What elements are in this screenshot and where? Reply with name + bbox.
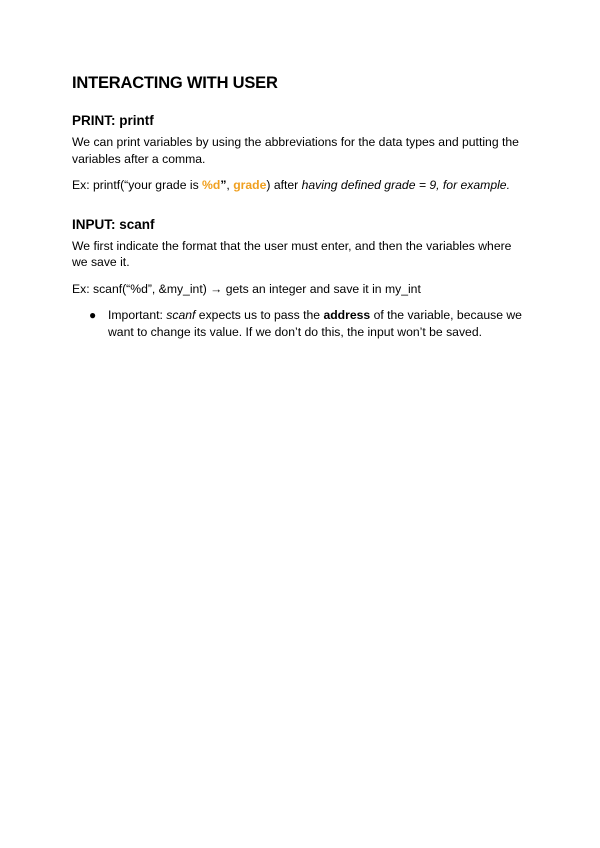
- bullet-italic: scanf: [166, 308, 196, 322]
- document-title: INTERACTING WITH USER: [72, 74, 278, 92]
- variable-name: grade: [233, 178, 267, 192]
- input-heading: INPUT: scanf: [72, 216, 155, 232]
- format-specifier: %d: [202, 178, 221, 192]
- bullet-dot-icon: ●: [89, 308, 97, 322]
- bullet-label: Important:: [108, 308, 167, 322]
- print-example: [72, 177, 530, 194]
- input-description: We first indicate the format that the user must enter, and then the variables where we save it.: [72, 238, 512, 269]
- print-example-quote: ”: [220, 178, 227, 192]
- print-section: [72, 112, 530, 194]
- bullet-bold: address: [323, 308, 371, 322]
- print-example-note: having defined grade = 9, for example.: [301, 178, 510, 192]
- input-section: [72, 216, 530, 341]
- input-example: Ex: scanf(“%d”, &my_int) → gets an integer and save it in my_int: [72, 281, 421, 296]
- bullet-text-after: of the variable, because we want to change its value. If we don’t do this, the input won’t be saved.: [108, 308, 522, 339]
- document-page: [72, 72, 530, 340]
- print-example-close: ) after: [266, 178, 302, 192]
- section-spacer: [72, 204, 530, 216]
- print-heading: PRINT: printf: [72, 113, 154, 128]
- bullet-text-before: expects us to pass the: [195, 308, 324, 322]
- print-example-prefix: Ex: printf(“your grade is: [72, 178, 203, 192]
- notes-list: [72, 307, 530, 340]
- list-item: [72, 307, 530, 340]
- print-example-comma: ,: [226, 178, 234, 192]
- print-description: We can print variables by using the abbreviations for the data types and putting the variables after a comma.: [72, 135, 519, 166]
